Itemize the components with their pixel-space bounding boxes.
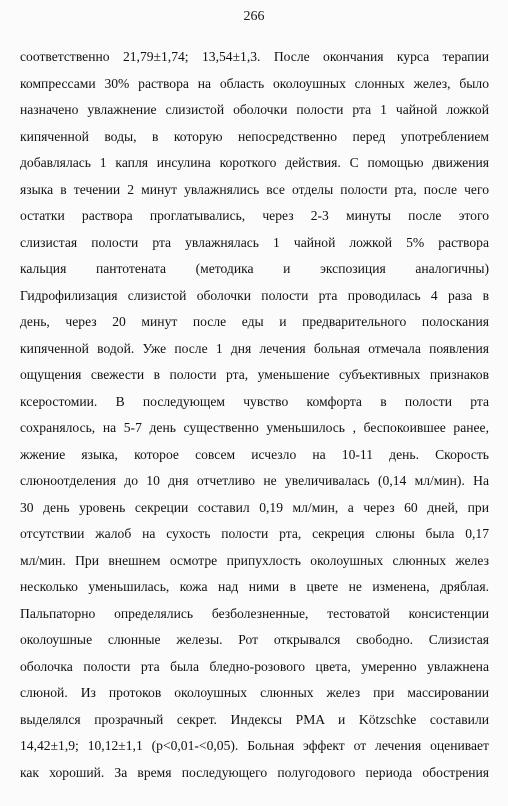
text-line: ощущения свежести в полости рта, уменьшение субъективных признаков: [20, 367, 489, 382]
text-line: 14,42±1,9; 10,12±1,1 (р<0,01-<0,05). Больная эффект от лечения оценивает: [20, 738, 489, 753]
text-line: как хороший. За время последующего полугодового периода обострения: [20, 764, 489, 780]
text-line: день, через 20 минут после еды и предварительного полоскания: [20, 314, 489, 329]
text-line: отсутствии жалоб на сухость полости рта, секреция слюны была 0,17: [20, 526, 489, 541]
text-line: слюной. Из протоков околоушных слюнных желез при массировании: [20, 685, 489, 700]
text-line: остатки раствора проглатывались, через 2-3 минуты после этого: [20, 208, 489, 223]
text-line: кипяченной воды, в которую непосредственно перед употреблением: [20, 128, 489, 144]
text-line: кальция пантотената (методика и экспозиция аналогичны): [20, 261, 489, 276]
text-line: мл/мин. При внешнем осмотре припухлость околоушных слюнных желез: [20, 552, 489, 568]
text-line: выделялся прозрачный секрет. Индексы PMA и Kötzschke составили: [20, 711, 489, 727]
text-line: несколько уменьшилась, кожа над ними в цвете не изменена, дряблая.: [20, 579, 489, 594]
text-line: ксеростомии. В последующем чувство комфорта в полости рта: [20, 393, 489, 409]
page-number: 266: [243, 9, 265, 24]
text-line: назначено увлажнение слизистой оболочки полости рта 1 чайной ложкой: [20, 102, 489, 117]
text-line: слюноотделения до 10 дня отчетливо не увеличивалась (0,14 мл/мин). На: [20, 473, 489, 488]
text-line: языка в течении 2 минут увлажнялись все отделы полости рта, после чего: [20, 181, 489, 197]
text-line: околоушные слюнные железы. Рот открывался свободно. Слизистая: [20, 632, 489, 647]
text-line: соответственно 21,79±1,74; 13,54±1,3. После окончания курса терапии: [20, 49, 489, 64]
text-line: жжение языка, которое совсем исчезло на 10-11 день. Скорость: [20, 446, 489, 462]
text-line: Пальпаторно определялись безболезненные, тестоватой консистенции: [20, 605, 489, 621]
text-line: компрессами 30% раствора на область околоушных слонных желез, было: [20, 75, 489, 91]
text-line: 30 день уровень секреции составил 0,19 мл/мин, а через 60 дней, при: [20, 499, 489, 515]
text-line: слизистая полости рта увлажнялась 1 чайной ложкой 5% раствора: [20, 234, 489, 250]
text-line: кипяченной водой. Уже после 1 дня лечения больная отмечала появления: [20, 340, 489, 356]
text-line: оболочка полости рта была бледно-розового цвета, умеренно увлажнена: [20, 658, 489, 674]
text-line: Гидрофилизация слизистой оболочки полости рта проводилась 4 раза в: [20, 287, 489, 303]
text-line: добавлялась 1 капля инсулина короткого действия. С помощью движения: [20, 155, 489, 170]
body-text: [20, 44, 489, 786]
text-line: сохранялось, на 5-7 день существенно уменьшилось , беспокоившее ранее,: [20, 420, 489, 435]
